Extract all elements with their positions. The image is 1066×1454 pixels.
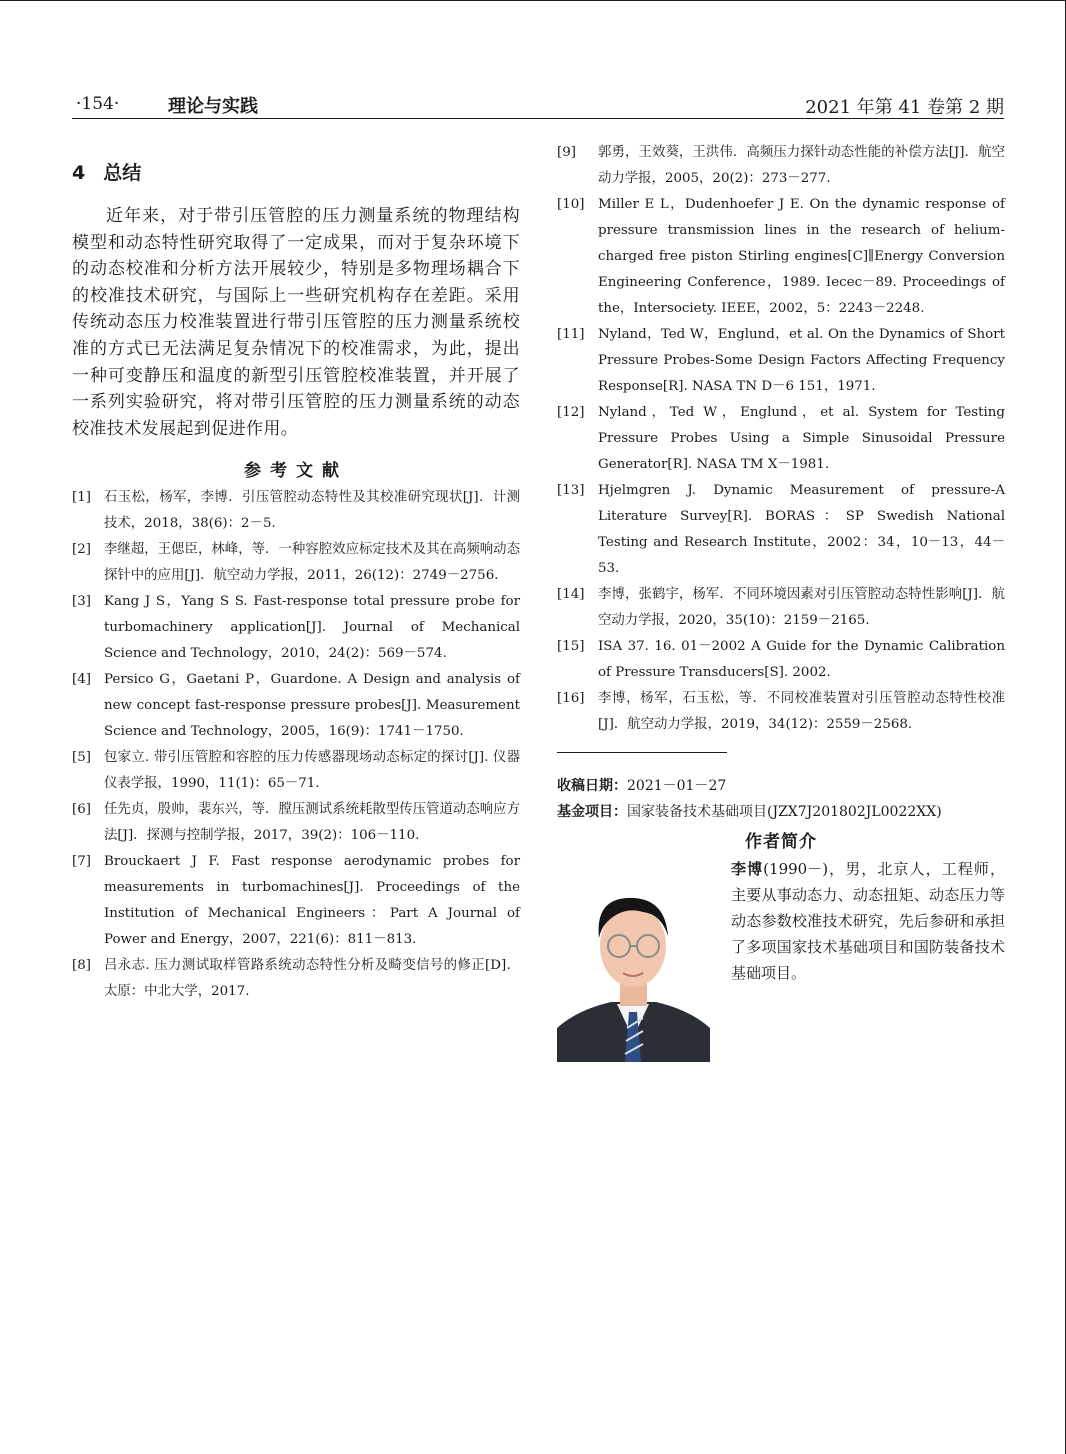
reference-text: Hjelmgren J. Dynamic Measurement of pressure-A Literature Survey[R]. BORAS：SP Swedish National Testing and Research Institute，2002：34，10－13，44－53. (598, 483, 1005, 576)
reference-entry (557, 140, 1005, 192)
reference-entry (557, 478, 1005, 582)
reference-number: [14] (557, 587, 585, 602)
fund-value: 国家装备技术基础项目(JZX7J201802JL0022XX) (627, 804, 942, 820)
reference-text: 郭勇，王效葵，王洪伟．高频压力探针动态性能的补偿方法[J]．航空动力学报，2005，20(2)：273－277. (598, 145, 1005, 186)
references-heading: 参考文献 (244, 461, 348, 482)
running-header (72, 90, 1004, 120)
reference-text: 包家立. 带引压管腔和容腔的压力传感器现场动态标定的探讨[J]. 仪器仪表学报，1990，11(1)：65－71. (104, 750, 520, 792)
reference-entry (557, 400, 1005, 478)
received-label: 收稿日期： (557, 778, 627, 794)
reference-entry (72, 485, 520, 537)
reference-entry (72, 667, 520, 745)
page-top-border (0, 0, 1066, 1)
reference-number: [8] (72, 958, 91, 974)
reference-text: 李博，张鹤宇，杨军．不同环境因素对引压管腔动态特性影响[J]．航空动力学报，2020，35(10)：2159－2165. (598, 587, 1005, 628)
reference-entry (557, 322, 1005, 400)
received-date (557, 773, 1005, 799)
reference-number: [4] (72, 672, 91, 688)
section-label: 理论与实践 (168, 96, 258, 117)
reference-entry (557, 192, 1005, 322)
reference-entry (557, 686, 1005, 738)
reference-number: [12] (557, 405, 585, 420)
author-photo (557, 878, 710, 1062)
reference-number: [10] (557, 197, 585, 212)
reference-text: 吕永志. 压力测试取样管路系统动态特性分析及畸变信号的修正[D]．太原：中北大学，2017. (104, 958, 520, 1000)
section-title: 总结 (103, 162, 142, 184)
reference-number: [7] (72, 854, 91, 870)
author-bio-text (731, 856, 1005, 986)
reference-number: [11] (557, 327, 585, 342)
issue-label: 2021 年第 41 卷第 2 期 (805, 97, 1004, 118)
footnote-rule (557, 752, 727, 753)
reference-text: 石玉松，杨军，李博．引压管腔动态特性及其校准研究现状[J]．计测技术，2018，38(6)：2－5. (104, 490, 520, 532)
reference-list-left (72, 485, 520, 1005)
header-rule (72, 118, 1004, 119)
section-heading (72, 158, 520, 185)
reference-entry (72, 537, 520, 589)
section-number: 4 (72, 162, 86, 184)
author-name: 李博 (731, 860, 764, 878)
reference-text: Miller E L，Dudenhoefer J E. On the dynamic response of pressure transmission lines in the research of helium-charged free piston Stirling engines[C]∥Energy Conversion Engineering Conference，1989. Iecec－89. Proceedings of the，Intersociety. IEEE，2002，5：2243－2248. (598, 197, 1005, 316)
reference-entry (72, 745, 520, 797)
reference-entry (72, 849, 520, 953)
reference-number: [1] (72, 490, 91, 506)
reference-entry (557, 634, 1005, 686)
received-value: 2021－01－27 (627, 778, 727, 794)
author-bio-body: (1990－)，男，北京人，工程师，主要从事动态力、动态扭矩、动态压力等动态参数校准技术研究，先后参研和承担了多项国家技术基础项目和国防装备技术基础项目。 (731, 860, 1005, 982)
reference-number: [3] (72, 594, 91, 610)
reference-text: Kang J S，Yang S S. Fast-response total pressure probe for turbomachinery application[J]. Journal of Mechanical Science and Technology，2010，24(2)：569－574. (104, 594, 520, 662)
reference-text: 任先贞，殷帅，裴东兴，等．膛压测试系统耗散型传压管道动态响应方法[J]．探测与控制学报，2017，39(2)：106－110. (104, 802, 520, 844)
reference-number: [16] (557, 691, 585, 706)
reference-entry (72, 953, 520, 1005)
reference-list-right (557, 140, 1005, 738)
author-bio-heading: 作者简介 (745, 832, 817, 852)
reference-number: [15] (557, 639, 585, 654)
reference-text: 李博，杨军，石玉松，等．不同校准装置对引压管腔动态特性校准[J]．航空动力学报，2019，34(12)：2559－2568. (598, 691, 1005, 732)
reference-text: Nyland，Ted W，Englund，et al. On the Dynamics of Short Pressure Probes-Some Design Factors Affecting Frequency Response[R]. NASA TN D－6 151，1971. (598, 327, 1005, 394)
reference-number: [9] (557, 145, 576, 160)
page-number: ·154· (76, 94, 120, 114)
reference-number: [13] (557, 483, 585, 498)
summary-paragraph: 近年来，对于带引压管腔的压力测量系统的物理结构模型和动态特性研究取得了一定成果，而对于复杂环境下的动态校准和分析方法开展较少，特别是多物理场耦合下的校准技术研究，与国际上一些研究机构存在差距。采用传统动态压力校准装置进行带引压管腔的压力测量系统校准的方式已无法满足复杂情况下的校准需求，为此，提出一种可变静压和温度的新型引压管腔校准装置，并开展了一系列实验研究，将对带引压管腔的压力测量系统的动态校准技术发展起到促进作用。 (72, 206, 520, 439)
reference-text: ISA 37. 16. 01－2002 A Guide for the Dynamic Calibration of Pressure Transducers[S]. 2002. (598, 639, 1005, 680)
reference-text: 李继超，王偲臣，林峰，等．一种容腔效应标定技术及其在高频响动态探针中的应用[J]．航空动力学报，2011，26(12)：2749－2756. (104, 542, 520, 584)
reference-number: [2] (72, 542, 91, 558)
reference-number: [6] (72, 802, 91, 818)
reference-text: Persico G，Gaetani P，Guardone. A Design and analysis of new concept fast-response pressure probes[J]. Measurement Science and Technology，2005，16(9)：1741－1750. (104, 672, 520, 740)
reference-entry (72, 589, 520, 667)
fund-project (557, 799, 1005, 825)
reference-number: [5] (72, 750, 91, 766)
author-bio (557, 856, 1005, 1096)
reference-entry (557, 582, 1005, 634)
left-column (72, 150, 520, 1005)
author-portrait-image (557, 878, 710, 1062)
right-column (557, 140, 1005, 1096)
reference-entry (72, 797, 520, 849)
reference-text: Brouckaert J F. Fast response aerodynamic probes for measurements in turbomachines[J]. Proceedings of the Institution of Mechanical Engineers：Part A Journal of Power and Energy，2007，221(6)：811－813. (104, 854, 520, 948)
fund-label: 基金项目： (557, 804, 627, 820)
reference-text: Nyland，Ted W，Englund，et al. System for Testing Pressure Probes Using a Simple Sinusoidal Pressure Generator[R]. NASA TM X－1981. (598, 405, 1005, 472)
